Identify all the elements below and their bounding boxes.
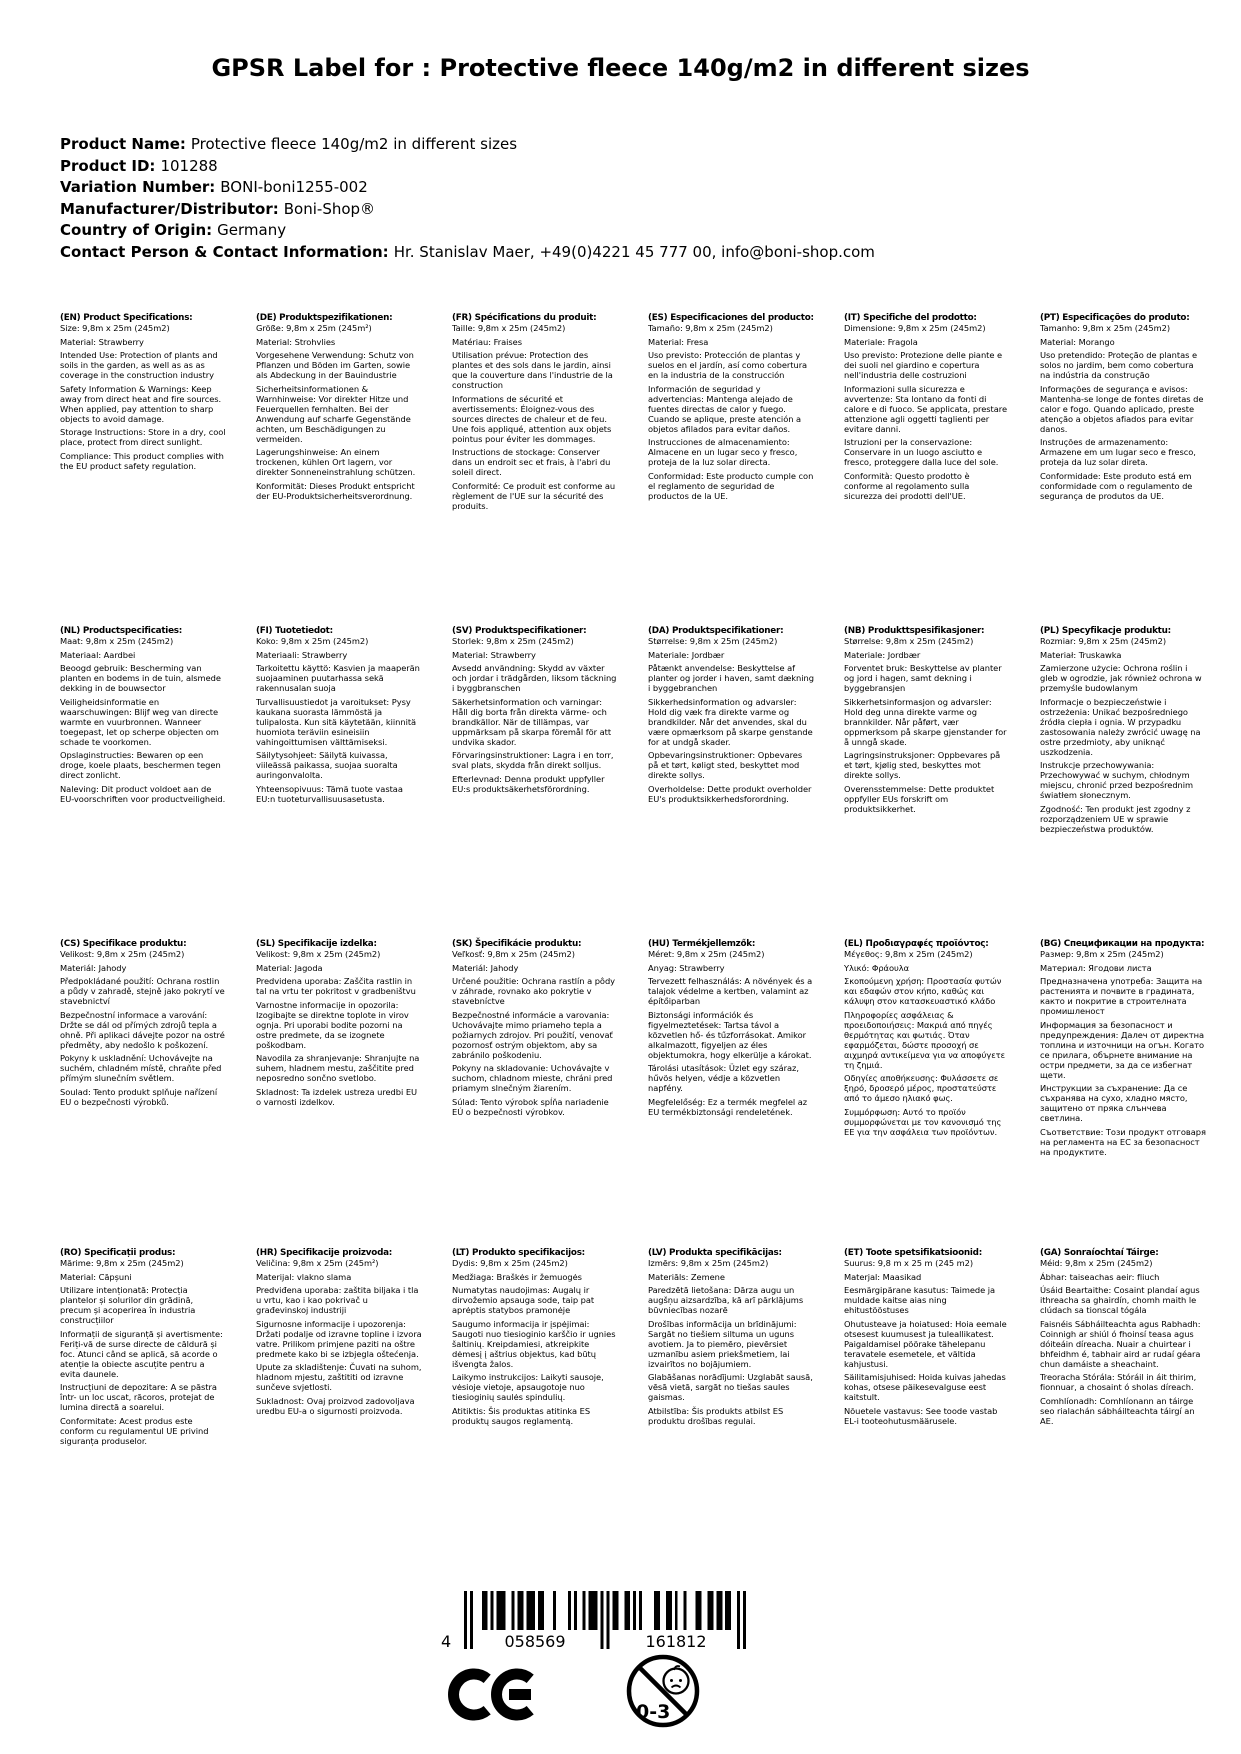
language-block-pt [1040,313,1206,511]
spec-paragraph: Información de seguridad y advertencias: Mantenga alejado de fuentes directas de calor y fuego. Cuando se aplique, preste atención a objetos afilados para evitar daños. [648,383,802,434]
language-block-body [60,1258,226,1446]
spec-paragraph: Úsáid Beartaithe: Cosaint plandaí agus ithreacha sa ghairdín, chomh maith le clúdach sa tionscal tógála [1040,1285,1200,1315]
spec-paragraph: Størrelse: 9,8m x 25m (245m2) [648,636,778,646]
spec-paragraph: Beoogd gebruik: Bescherming van planten en bodems in de tuin, alsmede dekking in de bouwsector [60,663,221,693]
spec-paragraph: Bezpečnostní informace a varování: Držte se dál od přímých zdrojů tepla a ohně. Při aplikaci dávejte pozor na ostré předměty, aby nedošlo k poškození. [60,1009,225,1050]
language-block-heading: (SK) Špecifikácie produktu: [452,939,582,949]
product-info-label: Variation Number: [60,178,216,196]
spec-paragraph: Lagerungshinweise: An einem trockenen, kühlen Ort lagern, vor direkter Sonneneinstrahlung schützen. [256,447,416,477]
spec-paragraph: Opbevaringsinstruktioner: Opbevares på et tørt, køligt sted, beskyttet mod direkte sollys. [648,750,803,780]
spec-paragraph: Glabāšanas norādījumi: Uzglabāt sausā, vēsā vietā, sargāt no tiešas saules gaismas. [648,1372,813,1402]
spec-paragraph: Material: Morango [1040,336,1115,347]
language-block-ro [60,1248,226,1446]
language-block-heading: (IT) Specifiche del prodotto: [844,313,977,323]
language-block-heading: (EN) Product Specifications: [60,313,193,323]
barcode-digits-left: 058569 [504,1632,566,1651]
spec-paragraph: Conformità: Questo prodotto è conforme al regolamento sulla sicurezza dei prodotti dell'UE. [844,470,970,501]
spec-paragraph: Material: Căpșuni [60,1271,132,1282]
spec-paragraph: Materiale: Jordbær [844,649,921,660]
spec-paragraph: Съответствие: Този продукт отговаря на регламента на ЕС за безопасност на продуктите. [1040,1126,1206,1157]
language-block-body [648,949,814,1117]
spec-paragraph: Материал: Ягодови листа [1040,962,1152,973]
spec-paragraph: Efterlevnad: Denna produkt uppfyller EU:s produktsäkerhetsförordning. [452,773,605,794]
page-title: GPSR Label for : Protective fleece 140g/m2 in different sizes [211,54,1030,82]
spec-paragraph: Påtænkt anvendelse: Beskyttelse af planter og jorder i haven, samt dækning i byggebranchen [648,663,814,693]
spec-paragraph: Vorgesehene Verwendung: Schutz von Pflanzen und Böden im Garten, sowie als Abdeckung in der Bauindustrie [256,350,414,380]
spec-paragraph: Velikost: 9,8m x 25m (245m2) [256,949,381,959]
product-info [60,134,875,263]
spec-paragraph: Sikkerhedsinformation og advarsler: Hold dig væk fra direkte varme og brandkilder. Når det anvendes, skal du være opmærksom på skarpe genstande for at undgå skader. [648,696,813,747]
language-block-nb [844,626,1010,834]
spec-paragraph: Veiligheidsinformatie en waarschuwingen: Blijf weg van directe warmte en vuurbronnen. Wanneer toegepast, let op scherpe objecten om schade te voorkomen. [60,696,219,747]
spec-paragraph: Tamanho: 9,8m x 25m (245m2) [1040,323,1171,333]
language-block-heading: (HR) Specifikacije proizvoda: [256,1248,393,1258]
language-block-heading: (DE) Produktspezifikationen: [256,313,393,323]
language-block-es [648,313,814,511]
spec-paragraph: Uso pretendido: Proteção de plantas e solos no jardim, bem como cobertura na indústria da construção [1040,350,1198,380]
product-info-value: Germany [217,221,287,239]
language-block-heading: (NB) Produkttspesifikasjoner: [844,626,985,636]
language-block-en [60,313,226,511]
spec-paragraph: Säilitamisjuhised: Hoida kuivas jahedas kohas, otsese päikesevalguse eest kaitstult. [844,1372,1006,1402]
spec-paragraph: Dydis: 9,8m x 25m (245m2) [452,1258,568,1268]
spec-paragraph: Tárolási utasítások: Üzlet egy száraz, hűvös helyen, védje a közvetlen napfény. [648,1063,799,1093]
spec-paragraph: Υλικό: Φράουλα [844,962,910,973]
spec-paragraph: Material: Strawberry [452,649,536,660]
spec-paragraph: Nõuetele vastavus: See toode vastab EL-i tooteohutusmäärusele. [844,1405,998,1426]
language-block-body [60,636,226,804]
spec-paragraph: Lagringsinstruksjoner: Oppbevares på et tørt, kjølig sted, beskyttes mot direkte sollys. [844,750,1001,780]
spec-paragraph: Zamierzone użycie: Ochrona roślin i gleb w ogrodzie, jak również ochrona w przemyśle budowlanym [1040,663,1202,693]
product-info-value: Boni-Shop® [283,199,376,218]
spec-paragraph: Matériau: Fraises [452,336,522,347]
spec-paragraph: Πληροφορίες ασφάλειας & προειδοποιήσεις: Μακριά από πηγές θερμότητας και φωτιάς. Όταν εφαρμόζεται, δώστε προσοχή σε αιχμηρά αντικείμενα για να αποφύγετε τη ζημιά. [844,1009,1006,1070]
language-block-heading: (GA) Sonraíochtaí Táirge: [1040,1248,1159,1258]
language-block-nl [60,626,226,834]
spec-paragraph: Faisnéis Sábháilteachta agus Rabhadh: Coinnigh ar shiúl ó fhoinsí teasa agus dóiteáin díreacha. Nuair a chuirtear i bhfeidhm é, tabhair aird ar rudaí géara chun damáiste a sheachaint. [1040,1318,1201,1369]
spec-paragraph: Pokyny na skladovanie: Uchovávajte v suchom, chladnom mieste, chráni pred priamym slnečným žiarením. [452,1063,613,1093]
spec-paragraph: Opslaginstructies: Bewaren op een droge, koele plaats, beschermen tegen direct zonlicht. [60,750,221,780]
spec-paragraph: Předpokládané použití: Ochrana rostlin a půdy v zahradě, stejně jako pokrytí ve stavebnictví [60,976,225,1006]
product-info-label: Product Name: [60,135,186,153]
spec-paragraph: Informații de siguranță și avertismente: Feriți-vă de surse directe de căldură și foc. Atunci când se aplică, să acorde o atenție la obiecte ascuțite pentru a evita daunele. [60,1328,223,1379]
spec-paragraph: Sicherheitsinformationen & Warnhinweise: Vor direkter Hitze und Feuerquellen fernhalten. Bei der Anwendung auf scharfe Gegenstände achten, um Beschädigungen zu vermeiden. [256,383,411,444]
spec-paragraph: Drošības informācija un brīdinājumi: Sargāt no tiešiem siltuma un uguns avotiem. Ja to piemēro, pievērsiet uzmanību asiem priekšmetiem, lai izvairītos no bojājumiem. [648,1318,797,1369]
language-row-1 [60,313,1206,511]
spec-paragraph: Sikkerhetsinformasjon og advarsler: Hold deg unna direkte varme og brannkilder. Når påført, vær oppmerksom på skarpe gjenstander for å unngå skade. [844,696,1007,747]
language-block-heading: (NL) Productspecificaties: [60,626,183,636]
spec-paragraph: Informações de segurança e avisos: Mantenha-se longe de fontes diretas de calor e fogo. Quando aplicado, preste atenção a objetos afiados para evitar danos. [1040,383,1204,434]
product-info-row [60,177,875,199]
language-block-sv [452,626,618,834]
language-block-body [60,323,226,471]
spec-paragraph: Ábhar: taiseachas aeir: fliuch [1040,1271,1160,1282]
spec-paragraph: Laikymo instrukcijos: Laikyti sausoje, vėsioje vietoje, apsaugotoje nuo tiesioginių saulės spindulių. [452,1372,604,1402]
language-block-el [844,939,1010,1157]
language-block-body [452,636,618,794]
language-block-body [452,949,618,1117]
spec-paragraph: Bezpečnostné informácie a varovania: Uchovávajte mimo priameho tepla a požiarnych zdrojov. Pri použití, venovať pozornosť ostrým objektom, aby sa zabránilo poškodeniu. [452,1009,613,1060]
spec-paragraph: Naleving: Dit product voldoet aan de EU-voorschriften voor productveiligheid. [60,783,226,804]
spec-paragraph: Instrucciones de almacenamiento: Almacene en un lugar seco y fresco, proteja de la luz solar directa. [648,437,798,467]
language-block-hu [648,939,814,1157]
language-row-4 [60,1248,1206,1446]
spec-paragraph: Mărime: 9,8m x 25m (245m2) [60,1258,184,1268]
spec-paragraph: Materiāls: Zemene [648,1271,725,1282]
language-block-body [1040,949,1206,1157]
spec-paragraph: Turvallisuustiedot ja varoitukset: Pysy kaukana suorasta lämmöstä ja tulipalosta. Kun sitä käytetään, kiinnitä huomiota teräviin esineisiin vahingoittumisen välttämiseksi. [256,696,417,747]
spec-paragraph: Pokyny k uskladnění: Uchovávejte na suchém, chladném místě, chraňte před přímým slunečním světlem. [60,1053,222,1083]
language-block-heading: (FI) Tuotetiedot: [256,626,333,636]
language-block-heading: (RO) Specificații produs: [60,1248,176,1258]
spec-paragraph: Tervezett felhasználás: A növények és a talajok védelme a kertben, valamint az építőiparban [648,976,813,1006]
spec-paragraph: Utilizare intenționată: Protecția plantelor și solurilor din grădină, precum și acoperirea în industria construcțiilor [60,1285,196,1325]
spec-paragraph: Storlek: 9,8m x 25m (245m2) [452,636,574,646]
language-row-3 [60,939,1206,1157]
spec-paragraph: Sukladnost: Ovaj proizvod zadovoljava uredbu EU-a o sigurnosti proizvoda. [256,1395,415,1416]
ce-mark-icon [448,1666,543,1723]
language-block-heading: (DA) Produktspecifikationer: [648,626,784,636]
spec-paragraph: Sigurnosne informacije i upozorenja: Držati podalje od izravne topline i izvora vatre. Prilikom primjene paziti na oštre predmete kako bi se izbjegla oštećenja. [256,1318,422,1359]
language-block-body [648,1258,814,1426]
language-block-sk [452,939,618,1157]
language-block-da [648,626,814,834]
product-info-row [60,220,875,242]
spec-paragraph: Størrelse: 9,8m x 25m (245m2) [844,636,974,646]
language-block-et [844,1248,1010,1446]
spec-paragraph: Určené použitie: Ochrana rastlín a pôdy v záhrade, rovnako ako pokrytie v stavebníctve [452,976,616,1006]
spec-paragraph: Istruzioni per la conservazione: Conservare in un luogo asciutto e fresco, proteggere dalla luce del sole. [844,437,999,467]
product-info-row [60,242,875,264]
spec-paragraph: Μέγεθος: 9,8m x 25m (245m2) [844,949,973,959]
spec-paragraph: Materiał: Truskawka [1040,649,1122,660]
language-block-heading: (CS) Specifikace produktu: [60,939,187,949]
language-block-bg [1040,939,1206,1157]
spec-paragraph: Overensstemmelse: Dette produktet oppfyller EUs forskrift om produktsikkerhet. [844,783,995,814]
language-block-heading: (HU) Termékjellemzők: [648,939,756,949]
product-info-value: Hr. Stanislav Maer, +49(0)4221 45 777 00, info@boni-shop.com [393,242,875,261]
product-info-label: Manufacturer/Distributor: [60,199,279,218]
spec-paragraph: Safety Information & Warnings: Keep away from direct heat and fire sources. When applied, pay attention to sharp objects to avoid damage. [60,383,222,424]
language-row-2 [60,626,1206,834]
spec-paragraph: Размер: 9,8m x 25m (245m2) [1040,949,1164,959]
spec-paragraph: Инструкции за съхранение: Да се съхранява на сухо, хладно място, защитено от пряка слънчева светлина. [1040,1083,1188,1123]
spec-paragraph: Compliance: This product complies with the EU product safety regulation. [60,450,224,471]
spec-paragraph: Instructions de stockage: Conserver dans un endroit sec et frais, à l'abri du soleil direct. [452,447,611,477]
spec-paragraph: Storage Instructions: Store in a dry, cool place, protect from direct sunlight. [60,427,226,447]
spec-paragraph: Ohutusteave ja hoiatused: Hoia eemale otsesest kuumusest ja tuleallikatest. Paigaldamisel pöörake tähelepanu teravatele esemetele, et vältida kahjustusi. [844,1318,1007,1369]
spec-paragraph: Οδηγίες αποθήκευσης: Φυλάσσετε σε ξηρό, δροσερό μέρος, προστατεύστε από το άμεσο ηλιακό φως. [844,1073,999,1103]
spec-paragraph: Instrucțiuni de depozitare: A se păstra într- un loc uscat, răcoros, protejat de lumina directă a soarelui. [60,1382,217,1412]
spec-paragraph: Súlad: Tento výrobok spĺňa nariadenie EÚ o bezpečnosti výrobkov. [452,1096,609,1117]
spec-paragraph: Méid: 9,8m x 25m (245m2) [1040,1258,1153,1268]
spec-paragraph: Materiál: Jahody [452,962,519,973]
spec-paragraph: Instruções de armazenamento: Armazene em um lugar seco e fresco, proteja da luz solar direta. [1040,437,1196,467]
product-info-value: 101288 [160,156,218,175]
spec-paragraph: Utilisation prévue: Protection des plantes et des sols dans le jardin, ainsi que la couverture dans l'industrie de la construction [452,350,613,390]
language-block-heading: (PL) Specyfikacje produktu: [1040,626,1171,636]
spec-paragraph: Materijal: vlakno slama [256,1271,352,1282]
language-block-body [1040,323,1206,501]
product-info-row [60,199,875,221]
language-block-lv [648,1248,814,1446]
spec-paragraph: Comhlíonadh: Comhlíonann an táirge seo rialachán sábháilteachta táirgí an AE. [1040,1395,1195,1426]
language-block-body [648,636,814,804]
language-block-body [452,323,618,511]
language-block-body [844,949,1010,1137]
spec-paragraph: Konformität: Dieses Produkt entspricht der EU-Produktsicherheitsverordnung. [256,480,415,501]
product-info-label: Product ID: [60,156,156,175]
baby-face-icon [664,1666,689,1694]
language-block-heading: (BG) Спецификации на продукта: [1040,939,1205,949]
language-block-body [256,949,422,1107]
spec-paragraph: Atitiktis: Šis produktas atitinka ES produktų saugos reglamentą. [452,1405,591,1426]
spec-paragraph: Forventet bruk: Beskyttelse av planter og jord i hagen, samt dekning i byggebransjen [844,663,1002,693]
spec-paragraph: Size: 9,8m x 25m (245m2) [60,323,170,333]
language-block-sl [256,939,422,1157]
spec-paragraph: Upute za skladištenje: Čuvati na suhom, hladnom mjestu, zaštititi od izravne sunčeve svjetlosti. [256,1362,422,1392]
age-warning-0-3-icon [625,1653,701,1729]
age-warning-label: 0-3 [636,1701,671,1723]
spec-paragraph: Instrukcje przechowywania: Przechowywać w suchym, chłodnym miejscu, chronić przed bezpośrednim światłem słonecznym. [1040,760,1194,800]
language-block-heading: (FR) Spécifications du produit: [452,313,597,323]
spec-paragraph: Eesmärgipärane kasutus: Taimede ja muldade kaitse aias ning ehitustööstuses [844,1285,996,1315]
language-block-body [1040,636,1206,834]
language-block-heading: (ET) Toote spetsifikatsioonid: [844,1248,982,1258]
barcode-first-digit: 4 [441,1632,452,1651]
spec-paragraph: Säkerhetsinformation och varningar: Håll dig borta från direkta värme- och brandkällor. När de tillämpas, var uppmärksam på skarpa föremål för att undvika skador. [452,696,612,747]
language-block-it [844,313,1010,511]
spec-paragraph: Material: Jagoda [256,962,323,973]
product-info-row [60,134,875,156]
spec-paragraph: Dimensione: 9,8m x 25m (245m2) [844,323,986,333]
spec-paragraph: Anyag: Strawberry [648,962,725,973]
spec-paragraph: Taille: 9,8m x 25m (245m2) [452,323,566,333]
spec-paragraph: Méret: 9,8m x 25m (245m2) [648,949,765,959]
spec-paragraph: Informacje o bezpieczeństwie i ostrzeżenia: Unikać bezpośredniego źródła ciepła i ognia. W przypadku zastosowania należy zwrócić uwagę na ostre przedmioty, aby uniknąć uszkodzenia. [1040,696,1201,757]
language-block-heading: (LV) Produkta specifikācijas: [648,1248,782,1258]
spec-paragraph: Förvaringsinstruktioner: Lagra i en torr, sval plats, skydda från direkt solljus. [452,750,614,770]
spec-paragraph: Materiaali: Strawberry [256,649,348,660]
language-block-fr [452,313,618,511]
spec-paragraph: Atbilstība: Šis produkts atbilst ES produktu drošības regulai. [648,1405,784,1426]
language-block-heading: (ES) Especificaciones del producto: [648,313,814,323]
spec-paragraph: Materiale: Jordbær [648,649,725,660]
spec-paragraph: Koko: 9,8m x 25m (245m2) [256,636,369,646]
product-info-value: BONI-boni1255-002 [220,178,368,196]
spec-paragraph: Treoracha Stórála: Stóráil in áit thirim, fionnuar, a chosaint ó sholas díreach. [1040,1372,1197,1392]
product-info-label: Contact Person & Contact Information: [60,242,389,261]
spec-paragraph: Material: Strawberry [60,336,144,347]
language-block-body [452,1258,618,1426]
spec-paragraph: Veličina: 9,8m x 25m (245m²) [256,1258,379,1268]
language-block-heading: (LT) Produkto specifikacijos: [452,1248,585,1258]
language-block-body [648,323,814,501]
language-block-heading: (SL) Specifikacije izdelka: [256,939,377,949]
spec-paragraph: Veľkosť: 9,8m x 25m (245m2) [452,949,575,959]
spec-paragraph: Maat: 9,8m x 25m (245m2) [60,636,174,646]
ean13-barcode [441,1591,753,1653]
language-block-lt [452,1248,618,1446]
spec-paragraph: Materiál: Jahody [60,962,127,973]
spec-paragraph: Saugumo informacija ir įspėjimai: Saugoti nuo tiesioginio karščio ir ugnies šaltinių. Kreipdamiesi, atkreipkite dėmesį į aštrius objektus, kad būtų išvengta žalos. [452,1318,616,1369]
spec-paragraph: Informations de sécurité et avertissements: Éloignez-vous des sources directes de chaleur et de feu. Une fois appliqué, attention aux objets pointus pour éviter les dommages. [452,393,612,444]
language-block-de [256,313,422,511]
barcode-digits-right: 161812 [645,1632,707,1651]
spec-paragraph: Material: Strohvlies [256,336,336,347]
spec-paragraph: Informazioni sulla sicurezza e avvertenze: Sta lontano da fonti di calore e di fuoco. Se applicata, prestare attenzione agli oggetti taglienti per evitare danni. [844,383,1008,434]
spec-paragraph: Conformidade: Este produto está em conformidade com o regulamento de segurança de produtos da UE. [1040,470,1193,501]
language-block-cs [60,939,226,1157]
language-block-body [60,949,226,1107]
language-block-body [256,323,422,501]
spec-paragraph: Izmērs: 9,8m x 25m (245m2) [648,1258,769,1268]
spec-paragraph: Zgodność: Ten produkt jest zgodny z rozporządzeniem UE w sprawie bezpieczeństwa produktów. [1040,803,1191,834]
spec-paragraph: Medžiaga: Braškės ir žemuogės [452,1271,582,1282]
spec-paragraph: Biztonsági információk és figyelmeztetések: Tartsa távol a közvetlen hő- és tűzforrásokat. Amikor alkalmazott, figyeljen az éles objektumokra, hogy elkerülje a károkat. [648,1009,812,1060]
spec-paragraph: Overholdelse: Dette produkt overholder EU's produktsikkerhedsforordning. [648,783,812,804]
language-block-body [844,636,1010,814]
language-block-body [1040,1258,1206,1426]
language-block-ga [1040,1248,1206,1446]
language-block-fi [256,626,422,834]
spec-paragraph: Paredzētā lietošana: Dārza augu un augšņu aizsardzība, kā arī pārklājums būvniecības nozarē [648,1285,804,1315]
language-block-heading: (PT) Especificações do produto: [1040,313,1190,323]
spec-paragraph: Säilytysohjeet: Säilytä kuivassa, viileässä paikassa, suojaa suoralta auringonvalolta. [256,750,398,780]
spec-paragraph: Информация за безопасност и предупреждения: Далеч от директна топлина и източници на огън. Когато се прилага, обърнете внимание на остри предмети, за да се избегнат щети. [1040,1019,1205,1080]
language-block-body [844,1258,1010,1426]
spec-paragraph: Megfelelőség: Ez a termék megfelel az EU termékbiztonsági rendeletének. [648,1096,808,1117]
spec-paragraph: Σκοπούμενη χρήση: Προστασία φυτών και εδαφών στον κήπο, καθώς και κάλυψη στον κατασκευαστικό κλάδο [844,976,1002,1006]
spec-paragraph: Material: Fresa [648,336,709,347]
spec-paragraph: Rozmiar: 9,8m x 25m (245m2) [1040,636,1167,646]
spec-paragraph: Conformidad: Este producto cumple con el reglamento de seguridad de productos de la UE. [648,470,814,501]
language-block-heading: (EL) Προδιαγραφές προϊόντος: [844,939,989,949]
spec-paragraph: Predvidena uporaba: Zaščita rastlin in tal na vrtu ter pokritost v gradbeništvu [256,976,416,996]
spec-paragraph: Suurus: 9,8 m x 25 m (245 m2) [844,1258,974,1268]
spec-paragraph: Conformité: Ce produit est conforme au règlement de l'UE sur la sécurité des produits. [452,480,616,511]
language-block-body [844,323,1010,501]
spec-paragraph: Uso previsto: Protección de plantas y suelos en el jardín, así como cobertura en la industria de la construcción [648,350,808,380]
spec-paragraph: Materiaal: Aardbei [60,649,136,660]
language-block-hr [256,1248,422,1446]
product-info-row [60,156,875,178]
spec-paragraph: Predviđena uporaba: zaštita biljaka i tla u vrtu, kao i kao pokrivač u građevinskoj industriji [256,1285,419,1315]
spec-paragraph: Uso previsto: Protezione delle piante e dei suoli nel giardino e copertura nell'industria delle costruzioni [844,350,1003,380]
spec-paragraph: Avsedd användning: Skydd av växter och jordar i trädgården, liksom täckning i byggbranschen [452,663,617,693]
language-block-body [256,636,422,804]
spec-paragraph: Größe: 9,8m x 25m (245m²) [256,323,372,333]
spec-paragraph: Conformitate: Acest produs este conform cu regulamentul UE privind siguranța produselor. [60,1415,209,1446]
spec-paragraph: Soulad: Tento produkt splňuje nařízení EU o bezpečnosti výrobků. [60,1086,218,1107]
spec-paragraph: Navodila za shranjevanje: Shranjujte na suhem, hladnem mestu, zaščitite pred neposredno sončno svetlobo. [256,1053,420,1083]
spec-paragraph: Materjal: Maasikad [844,1271,922,1282]
language-block-pl [1040,626,1206,834]
language-block-body [256,1258,422,1416]
spec-paragraph: Συμμόρφωση: Αυτό το προϊόν συμμορφώνεται με τον κανονισμό της ΕΕ για την ασφάλεια των προϊόντων. [844,1106,1002,1137]
spec-paragraph: Skladnost: Ta izdelek ustreza uredbi EU o varnosti izdelkov. [256,1086,418,1107]
spec-paragraph: Velikost: 9,8m x 25m (245m2) [60,949,185,959]
spec-paragraph: Yhteensopivuus: Tämä tuote vastaa EU:n tuoteturvallisuusasetusta. [256,783,403,804]
spec-paragraph: Varnostne informacije in opozorila: Izogibajte se direktne toplote in virov ognja. Pri uporabi bodite pozorni na ostre predmete, da se izognete poškodbam. [256,999,409,1050]
language-block-heading: (SV) Produktspecifikationer: [452,626,587,636]
product-info-value: Protective fleece 140g/m2 in different sizes [190,135,518,153]
spec-paragraph: Numatytas naudojimas: Augalų ir dirvožemio apsauga sode, taip pat aprėptis statybos pramonėje [452,1285,595,1315]
spec-paragraph: Intended Use: Protection of plants and soils in the garden, as well as as as coverage in the construction industry [60,350,218,380]
product-info-label: Country of Origin: [60,221,213,239]
spec-paragraph: Tarkoitettu käyttö: Kasvien ja maaperän suojaaminen puutarhassa sekä rakennusalan suoja [256,663,420,693]
spec-paragraph: Materiale: Fragola [844,336,918,347]
spec-paragraph: Tamaño: 9,8m x 25m (245m2) [648,323,773,333]
spec-paragraph: Предназначена употреба: Защита на растенията и почвите в градината, както и покритие в строителната промишленост [1040,976,1203,1016]
